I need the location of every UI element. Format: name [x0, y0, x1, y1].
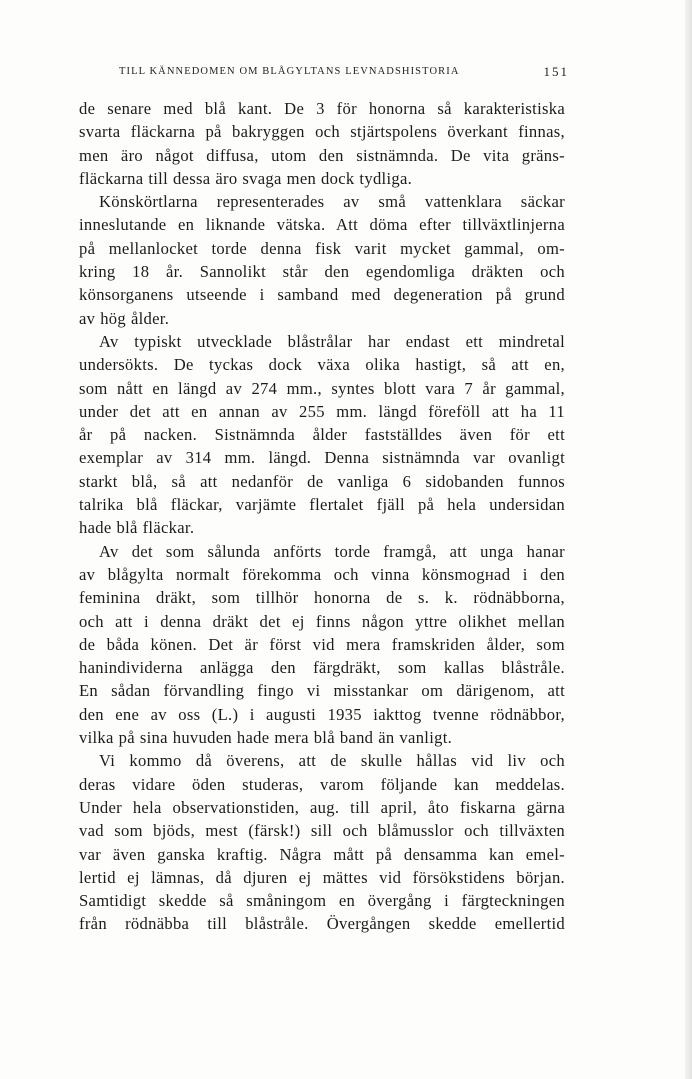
text-line: undersökts. De tyckas dock växa olika hastigt, så att en, — [79, 355, 565, 375]
text-line: på mellanlocket torde denna fisk varit mycket gammal, om- — [79, 238, 565, 258]
text-line: En sådan förvandling fingo vi misstankar om därigenom, att — [79, 681, 565, 701]
text-line: starkt blå, så att nedanför de vanliga 6 sidobanden funnos — [79, 471, 565, 491]
text-line: exemplar av 314 mm. längd. Denna sistnämnda var ovanligt — [79, 448, 565, 468]
text-line: de båda könen. Det är först vid mera framskriden ålder, som — [79, 634, 565, 654]
text-line: Könskörtlarna representerades av små vattenklara säckar — [99, 192, 565, 212]
text-line: av hög ålder. — [79, 308, 170, 328]
running-head — [79, 66, 569, 82]
text-line: under det att en annan av 255 mm. längd föreföll att ha 11 — [79, 401, 565, 421]
text-line: av blågylta normalt förekomma och vinna könsmogнad i den — [79, 564, 565, 584]
text-line: hade blå fläckar. — [79, 518, 195, 538]
text-line: de senare med blå kant. De 3 för honorna så karakteristiska — [79, 99, 565, 118]
text-line: inneslutande en liknande vätska. Att döma efter tillväxtlinjerna — [79, 215, 565, 235]
text-line: kring 18 år. Sannolikt står den egendomliga dräkten och — [79, 262, 565, 282]
text-line: vad som bjöds, mest (färsk!) sill och blåmusslor och tillväxten — [79, 821, 565, 841]
text-line: Samtidigt skedde så småningom en övergång i färgteckningen — [79, 891, 565, 911]
text-line: svarta fläckarna på bakryggen och stjärtspolens överkant finnas, — [79, 122, 565, 142]
text-line: könsorganens utseende i samband med degeneration på grund — [79, 285, 565, 305]
text-line: Under hela observationstiden, aug. till april, åto fiskarna gärna — [79, 797, 565, 817]
text-line: deras vidare öden studeras, varom följande kan meddelas. — [79, 774, 565, 794]
text-line: men äro något diffusa, utom den sistnämnda. De vita gräns- — [79, 145, 565, 165]
text-line: lertid ej lämnas, då djuren ej mättes vid försökstidens början. — [79, 867, 565, 887]
text-line: år på nacken. Sistnämnda ålder fastställdes även för ett — [79, 425, 565, 445]
page-number: 151 — [543, 64, 569, 79]
text-line: Av det som sålunda anförts torde framgå, att unga hanar — [99, 541, 565, 561]
text-line: Av typiskt utvecklade blåstrålar har endast ett mindretal — [99, 331, 565, 351]
text-line: fläckarna till dessa äro svaga men dock tydliga. — [79, 168, 413, 188]
text-line: som nått en längd av 274 mm., syntes blott vara 7 år gammal, — [79, 378, 565, 398]
running-head-title: TILL KÄNNEDOMEN OM BLÅGYLTANS LEVNADSHISTORIA — [119, 66, 460, 77]
page-edge-shadow — [685, 0, 692, 1079]
text-line: och att i denna dräkt det ej finns någon yttre olikhet mellan — [79, 611, 565, 631]
text-line: Vi kommo då överens, att de skulle hållas vid liv och — [99, 751, 565, 771]
text-line: från rödnäbba till blåstråle. Övergången skedde emellertid — [79, 914, 565, 934]
text-line: talrika blå fläckar, varjämte flertalet fjäll på hela undersidan — [79, 495, 565, 515]
text-line: vilka på sina huvuden hade mera blå band än vanligt. — [79, 728, 453, 748]
text-line: feminina dräkt, som tillhör honorna de s. k. rödnäbborna, — [79, 588, 565, 608]
body-text — [79, 97, 565, 936]
text-line: den ene av oss (L.) i augusti 1935 iakttog tvenne rödnäbbor, — [79, 704, 565, 724]
text-line: var även ganska kraftig. Några mått på densamma kan emel- — [79, 844, 565, 864]
text-line: hanindividerna anlägga den färgdräkt, som kallas blåstråle. — [79, 658, 565, 678]
